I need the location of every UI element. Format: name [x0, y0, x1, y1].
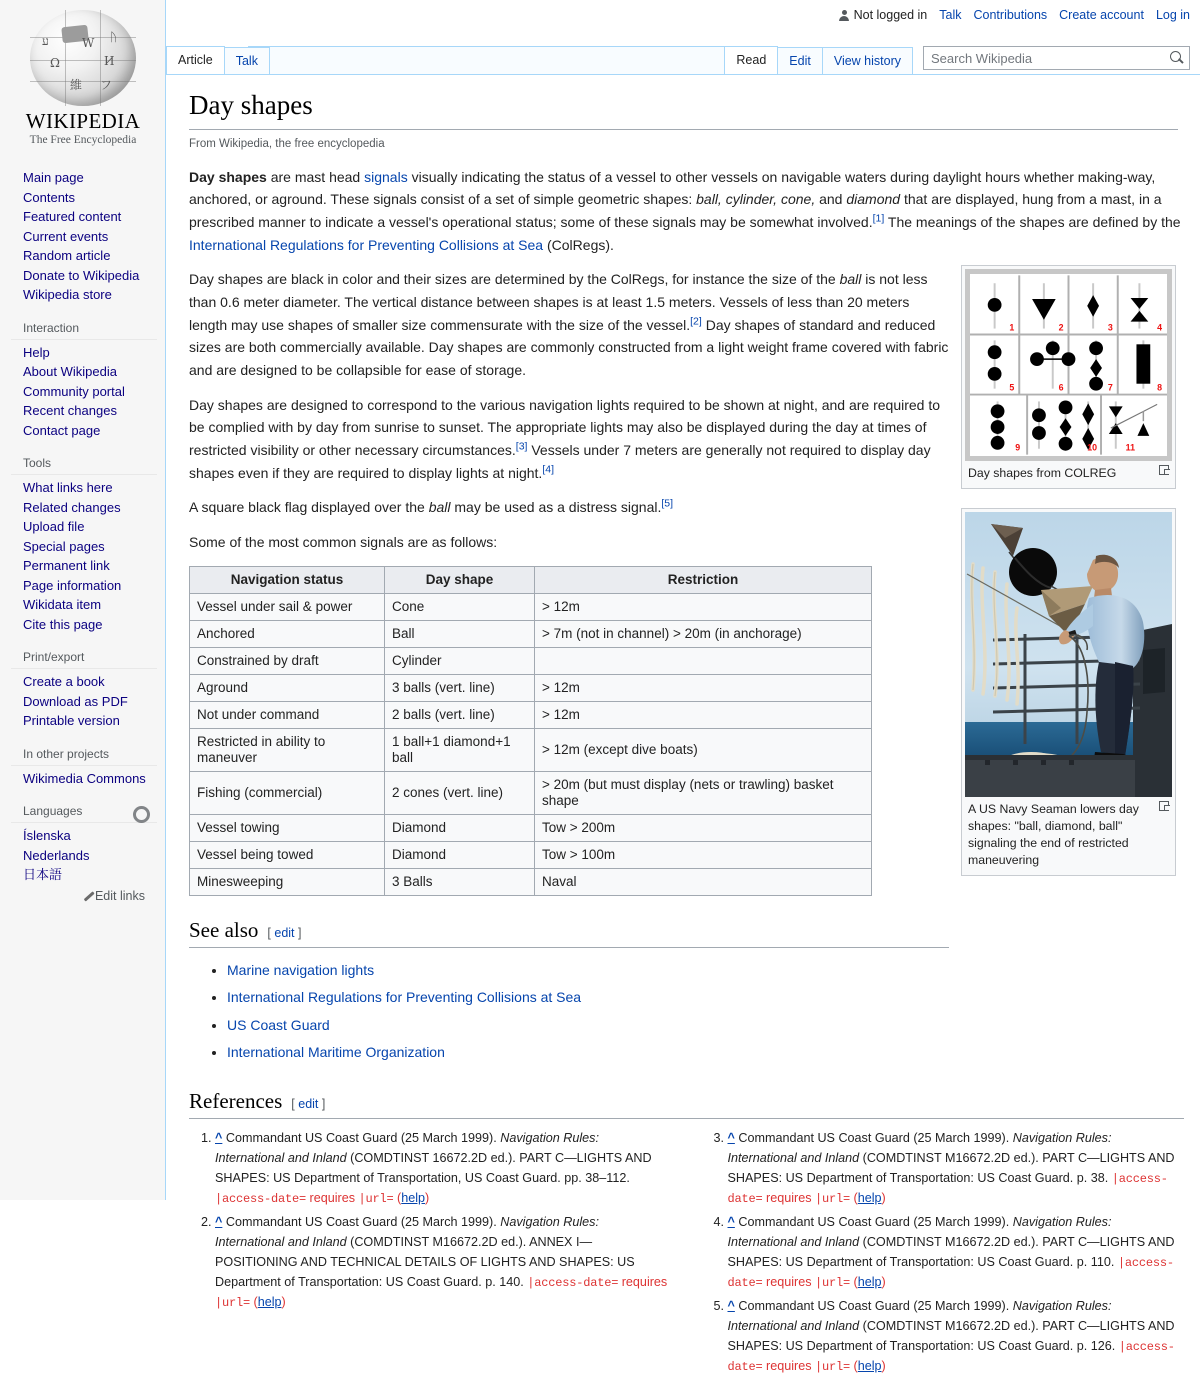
view-tabs: [724, 46, 913, 75]
see-also-label: See also: [189, 917, 259, 942]
sidebar-heading-languages: [11, 804, 157, 823]
edit-link-see-also[interactable]: edit: [274, 925, 295, 940]
tab-view-history[interactable]: View history: [823, 47, 913, 75]
ref-link-5[interactable]: [5]: [661, 497, 674, 510]
lead-term: Day shapes: [189, 168, 267, 185]
thumbnail-navy-photo: [961, 508, 1176, 876]
cell-status: Vessel being towed: [190, 841, 385, 868]
ref-help-link[interactable]: help: [257, 1294, 282, 1309]
sidebar-link-download-pdf[interactable]: Download as PDF: [23, 693, 128, 709]
ref-marker-1[interactable]: [873, 212, 885, 224]
cell-restriction: [535, 647, 872, 674]
cell-restriction: Tow > 200m: [535, 814, 872, 841]
sidebar-item-donate[interactable]: [23, 266, 157, 286]
sidebar-section-other-projects: [0, 747, 165, 789]
personal-link-create-account[interactable]: Create account: [1059, 8, 1144, 22]
sidebar-link-recent-changes[interactable]: Recent changes: [23, 403, 117, 419]
sidebar-link-main-page[interactable]: Main page: [23, 170, 84, 186]
ref-title: Navigation Rules: International and Inland: [727, 1298, 1112, 1333]
cell-restriction: > 20m (but must display (nets or trawling) basket shape: [535, 771, 872, 814]
ref-backlink[interactable]: ^: [727, 1298, 735, 1313]
ref-help-link[interactable]: help: [857, 1358, 882, 1373]
sidebar-item-help[interactable]: [23, 343, 157, 363]
sidebar-link-special-pages[interactable]: Special pages: [23, 538, 105, 554]
p1-text-3: and: [815, 191, 847, 208]
references-edit-section: [291, 1097, 325, 1111]
ref-author-date: Commandant US Coast Guard (25 March 1999).: [225, 1131, 501, 1146]
table-header-restriction: Restriction: [535, 566, 872, 593]
sidebar-link-upload-file[interactable]: Upload file: [23, 519, 85, 535]
ref-backlink[interactable]: ^: [727, 1131, 735, 1146]
tab-talk[interactable]: Talk: [225, 47, 270, 75]
navy-seaman-photo[interactable]: [965, 512, 1172, 797]
p1-text-4: that are displayed, hung from a mast, in a prescribed manner to indicate a vessel's operational status; some of these signals may be somewhat involved.: [189, 191, 1162, 231]
pencil-icon: [83, 891, 93, 901]
p4-text-2: may be used as a distress signal.: [450, 499, 662, 516]
p3-text-1: Day shapes are designed to correspond to the various navigation lights required to be shown at night, and are required to be complied with by day from sunrise to sunset. The appropriate lights may also be displayed during the day at times of restricted visibility or other necessary circumstances.: [189, 396, 941, 459]
search-icon[interactable]: [1165, 47, 1189, 69]
nav-list-interaction: [11, 343, 157, 441]
ref-help-close: ): [881, 1358, 886, 1373]
cell-shape: 1 ball+1 diamond+1 ball: [385, 728, 535, 771]
colreg-number-4: 4: [1157, 322, 1163, 333]
ref-details: (COMDTINST M16672.2D ed.). PART C—LIGHTS AND SHAPES: US Department of Transportation: US Coast Guard. p. 38.: [727, 1151, 1175, 1186]
ref-link-3[interactable]: [3]: [515, 440, 528, 453]
sidebar-item-lang-nederlands[interactable]: [23, 846, 157, 866]
bracket-open: [: [267, 925, 271, 940]
ref-error-text: requires: [762, 1191, 816, 1206]
reference-item: [728, 1213, 1185, 1293]
sidebar: [0, 0, 166, 1200]
ref-marker-2[interactable]: [690, 315, 702, 327]
tab-article[interactable]: Article: [166, 46, 225, 75]
ref-error-code-2: |url=: [215, 1295, 251, 1310]
ref-error-code-1: |access-date=: [727, 1339, 1175, 1374]
link-colregs[interactable]: International Regulations for Preventing Collisions at Sea: [189, 236, 544, 253]
sidebar-link-page-information[interactable]: Page information: [23, 577, 122, 593]
sidebar-section-navigation: [0, 168, 165, 305]
bracket-close: ]: [298, 925, 302, 940]
not-logged-in-status: [839, 8, 928, 22]
sidebar-link-cite-this-page[interactable]: Cite this page: [23, 616, 103, 632]
reference-item: [215, 1129, 672, 1209]
cell-shape: 2 balls (vert. line): [385, 701, 535, 728]
sidebar-section-tools: [0, 456, 165, 634]
ref-title: Navigation Rules: International and Inland: [215, 1131, 599, 1166]
cell-status: Vessel under sail & power: [190, 593, 385, 620]
edit-link-references[interactable]: edit: [298, 1097, 319, 1112]
list-item[interactable]: [227, 986, 1178, 1008]
p2-text-1: Day shapes are black in color and their sizes are determined by the ColRegs, for instance the size of the: [189, 271, 840, 288]
edit-links-label: Edit links: [94, 888, 145, 903]
page-title: Day shapes: [189, 89, 1178, 130]
sidebar-link-what-links-here[interactable]: What links here: [23, 480, 113, 496]
ref-author-date: Commandant US Coast Guard (25 March 1999).: [225, 1215, 501, 1230]
see-also-link-marine-navigation-lights[interactable]: Marine navigation lights: [227, 961, 375, 978]
edit-links-button[interactable]: [11, 889, 157, 903]
sidebar-item-what-links-here[interactable]: [23, 478, 157, 498]
sidebar-link-wikidata-item[interactable]: Wikidata item: [23, 597, 102, 613]
not-logged-in-label: Not logged in: [853, 8, 928, 22]
ref-author-date: Commandant US Coast Guard (25 March 1999).: [738, 1298, 1013, 1313]
enlarge-icon[interactable]: [1159, 801, 1170, 810]
ref-help-close: ): [281, 1294, 286, 1309]
cell-shape: 3 Balls: [385, 868, 535, 895]
sidebar-item-contact-page[interactable]: [23, 421, 157, 441]
cell-restriction: > 12m: [535, 593, 872, 620]
table-header-navigation-status: Navigation status: [190, 566, 385, 593]
nav-list-other-projects: [11, 769, 157, 789]
ref-help-link[interactable]: help: [401, 1191, 426, 1206]
ref-error-code-1: |access-date=: [727, 1172, 1168, 1207]
p1-emphasis-1: ball, cylinder, cone,: [696, 191, 816, 208]
cell-shape: Diamond: [385, 814, 535, 841]
colreg-day-shapes-diagram: [970, 274, 1167, 456]
ref-title: Navigation Rules: International and Inland: [727, 1131, 1112, 1166]
reference-item: [728, 1297, 1185, 1376]
reference-ordered-list: [189, 1129, 1184, 1376]
ref-details: (COMDTINST M16672.2D ed.). PART C—LIGHTS AND SHAPES: US Department of Transportation: US Coast Guard. p. 110.: [727, 1234, 1175, 1269]
navy-caption: A US Navy Seaman lowers day shapes: "ball, diamond, ball" signaling the end of restricted maneuvering: [968, 802, 1139, 867]
sidebar-item-lang-japanese[interactable]: [23, 865, 157, 885]
cell-status: Fishing (commercial): [190, 771, 385, 814]
namespace-tabs: [166, 46, 270, 75]
see-also-list: [189, 959, 1178, 1064]
table-row: [190, 620, 872, 647]
sidebar-link-create-a-book[interactable]: Create a book: [23, 674, 105, 690]
sidebar-link-featured-content[interactable]: Featured content: [23, 209, 122, 225]
sidebar-item-related-changes[interactable]: [23, 498, 157, 518]
table-row: [190, 841, 872, 868]
sidebar-link-help[interactable]: Help: [23, 344, 50, 360]
personal-link-log-in[interactable]: Log in: [1155, 8, 1190, 22]
ref-help-close: ): [881, 1191, 886, 1206]
sidebar-link-donate[interactable]: Donate to Wikipedia: [23, 267, 140, 283]
ref-help-open: (: [850, 1191, 858, 1206]
ref-author-date: Commandant US Coast Guard (25 March 1999).: [738, 1131, 1013, 1146]
ref-help-open: (: [850, 1358, 858, 1373]
nav-list-navigation: [11, 168, 157, 305]
ref-details: (COMDTINST 16672.2D ed.). PART C—LIGHTS AND SHAPES: US Department of Transportation, US Coast Guard. pp. 38–112.: [215, 1151, 652, 1186]
ref-help-close: ): [425, 1191, 430, 1206]
sidebar-link-lang-japanese[interactable]: 日本語: [23, 867, 63, 883]
list-item[interactable]: [227, 959, 1178, 981]
ref-help-link[interactable]: help: [857, 1191, 882, 1206]
sidebar-item-about[interactable]: [23, 362, 157, 382]
user-icon: [839, 10, 850, 21]
ref-details: (COMDTINST M16672.2D ed.). ANNEX I—POSITIONING AND TECHNICAL DETAILS OF LIGHTS AND SHAPES: US Department of Transportation: US Coast Guard. p. 140.: [215, 1234, 635, 1289]
navy-caption-wrap: [965, 797, 1172, 872]
sidebar-section-print-export: [0, 650, 165, 731]
bracket-open: [: [291, 1097, 295, 1112]
p2-text-2: is not less than 0.6 meter diameter. The vertical distance between shapes is at least 1.5 meters. Vessels of less than 20 meters length may use shapes of smaller size commensurate with the size of the vessel.: [189, 271, 928, 333]
personal-link-contributions[interactable]: Contributions: [973, 8, 1048, 22]
sidebar-item-wikidata-item[interactable]: [23, 595, 157, 615]
table-row: [190, 868, 872, 895]
p3-text-2: Vessels under 7 meters are generally not required to display day shapes even if they are required to display lights at night.: [189, 442, 931, 481]
wikipedia-globe-icon: Ω W И 維 フ ע ᚢ: [30, 10, 136, 106]
colreg-caption-wrap: [965, 461, 1172, 485]
cell-restriction: > 12m: [535, 674, 872, 701]
ref-error-text: requires: [762, 1274, 816, 1289]
p1-text-2: visually indicating the status of a vessel to other vessels on navigable waters during daylight hours whether making-way, anchored, or aground. These signals consist of a set of simple geometric shapes:: [189, 168, 1156, 208]
paragraph-5: Some of the most common signals are as follows:: [189, 534, 498, 551]
ref-error-text: requires: [618, 1274, 668, 1289]
sidebar-item-recent-changes[interactable]: [23, 401, 157, 421]
colreg-number-8: 8: [1157, 382, 1163, 393]
sidebar-link-permanent-link[interactable]: Permanent link: [23, 558, 110, 574]
reference-item: [728, 1129, 1185, 1209]
ref-help-open: (: [250, 1294, 258, 1309]
table-row: [190, 593, 872, 620]
references-label: References: [189, 1089, 283, 1114]
search-box[interactable]: [923, 46, 1190, 70]
cell-restriction: Naval: [535, 868, 872, 895]
cell-status: Constrained by draft: [190, 647, 385, 674]
ref-error-code-2: |url=: [815, 1359, 851, 1374]
colreg-number-1: 1: [1009, 322, 1015, 333]
table-row: [190, 701, 872, 728]
see-also-edit-section: [267, 926, 301, 940]
sidebar-item-store[interactable]: [23, 285, 157, 305]
sidebar-link-printable-version[interactable]: Printable version: [23, 713, 120, 729]
table-row: [190, 647, 872, 674]
nav-list-languages: [11, 826, 157, 885]
sidebar-link-related-changes[interactable]: Related changes: [23, 499, 121, 515]
enlarge-icon[interactable]: [1159, 465, 1170, 474]
list-item[interactable]: [227, 1014, 1178, 1036]
cell-shape: Diamond: [385, 841, 535, 868]
table-row: [190, 771, 872, 814]
see-also-link-imo[interactable]: International Maritime Organization: [227, 1044, 445, 1060]
day-shape-ball: [1009, 548, 1057, 596]
ref-error-code-1: |access-date=: [215, 1192, 307, 1207]
tab-edit[interactable]: Edit: [778, 47, 823, 75]
paragraph-1: [189, 166, 1184, 257]
cell-shape: 3 balls (vert. line): [385, 674, 535, 701]
cell-status: Aground: [190, 674, 385, 701]
sidebar-item-create-a-book[interactable]: [23, 672, 157, 692]
sidebar-item-current-events[interactable]: [23, 227, 157, 247]
p2-text-3: Day shapes of standard and reduced sizes are both commercially available. Day shapes are commonly constructed from a light weight frame covered with fabric and are designed to be collapsible for ease of storage.: [189, 316, 949, 379]
colreg-number-5: 5: [1009, 382, 1015, 393]
sidebar-item-random-article[interactable]: [23, 246, 157, 266]
cell-shape: Ball: [385, 620, 535, 647]
p4-text-1: A square black flag displayed over the: [189, 499, 429, 516]
heading-see-also: [189, 918, 949, 948]
p1-text-1: are mast head: [266, 168, 365, 185]
p4-emphasis-1: ball: [428, 499, 451, 516]
thumbnail-colreg-diagram: [961, 265, 1176, 489]
link-signals[interactable]: signals: [364, 168, 408, 185]
colreg-number-6: 6: [1058, 382, 1064, 393]
table-row: [190, 728, 872, 771]
see-also-link-colregs[interactable]: International Regulations for Preventing Collisions at Sea: [227, 989, 582, 1006]
cell-restriction: Tow > 100m: [535, 841, 872, 868]
sidebar-item-permanent-link[interactable]: [23, 556, 157, 576]
ref-marker-5[interactable]: [661, 498, 673, 510]
sidebar-heading-other-projects: In other projects: [11, 747, 157, 766]
sidebar-link-lang-islenska[interactable]: Íslenska: [23, 828, 71, 844]
ref-link-4[interactable]: [4]: [542, 463, 555, 476]
sidebar-link-lang-nederlands[interactable]: Nederlands: [23, 847, 90, 863]
colreg-number-10: 10: [1087, 442, 1098, 453]
ref-link-2[interactable]: [2]: [690, 315, 702, 328]
ref-author-date: Commandant US Coast Guard (25 March 1999).: [738, 1215, 1013, 1230]
cell-restriction: > 12m: [535, 701, 872, 728]
sidebar-link-about[interactable]: About Wikipedia: [23, 364, 117, 380]
cell-shape: Cylinder: [385, 647, 535, 674]
tab-read[interactable]: Read: [724, 46, 778, 75]
ref-help-close: ): [881, 1274, 886, 1289]
colreg-number-9: 9: [1015, 442, 1021, 453]
table-header-day-shape: Day shape: [385, 566, 535, 593]
sidebar-heading-interaction: Interaction: [11, 321, 157, 340]
sidebar-item-cite-this-page[interactable]: [23, 615, 157, 635]
ref-backlink[interactable]: ^: [727, 1215, 735, 1230]
colreg-number-3: 3: [1107, 322, 1113, 333]
sidebar-item-upload-file[interactable]: [23, 517, 157, 537]
sidebar-item-contents[interactable]: [23, 188, 157, 208]
reference-list: [189, 1129, 1184, 1376]
day-shapes-table: [189, 566, 872, 896]
sidebar-link-contact-page[interactable]: Contact page: [23, 422, 101, 438]
ref-error-code-2: |url=: [358, 1192, 394, 1207]
ref-help-open: (: [850, 1274, 858, 1289]
ref-error-code-2: |url=: [815, 1192, 851, 1207]
sidebar-item-lang-islenska[interactable]: [23, 826, 157, 846]
ref-error-code-1: |access-date=: [727, 1255, 1174, 1290]
nav-list-print-export: [11, 672, 157, 731]
ref-error-code-1: |access-date=: [527, 1275, 619, 1290]
cell-status: Anchored: [190, 620, 385, 647]
reference-item: [215, 1213, 672, 1313]
sidebar-item-download-pdf[interactable]: [23, 692, 157, 712]
ref-link-1[interactable]: [1]: [872, 212, 885, 225]
personal-tools-bar: [839, 8, 1190, 22]
tab-filler: [248, 46, 728, 74]
paragraph-2: [189, 268, 949, 381]
paragraph-4: [189, 496, 949, 519]
ref-title: Navigation Rules: International and Inland: [727, 1215, 1112, 1249]
search-input[interactable]: [924, 47, 1165, 69]
cell-status: Vessel towing: [190, 814, 385, 841]
colreg-number-7: 7: [1107, 382, 1113, 393]
p1-text-5: The meanings of the shapes are defined by the: [884, 214, 1181, 231]
colreg-image-frame[interactable]: [965, 269, 1172, 461]
ref-backlink[interactable]: ^: [215, 1131, 223, 1146]
p1-emphasis-2: diamond: [846, 191, 901, 208]
cell-status: Restricted in ability to maneuver: [190, 728, 385, 771]
ref-title: Navigation Rules: International and Inland: [215, 1215, 599, 1249]
paragraph-3: [189, 394, 949, 485]
cell-status: Minesweeping: [190, 868, 385, 895]
ref-details: (COMDTINST M16672.2D ed.). PART C—LIGHTS AND SHAPES: US Department of Transportation: US Coast Guard. p. 126.: [727, 1318, 1175, 1353]
see-also-link-us-coast-guard[interactable]: US Coast Guard: [227, 1016, 330, 1033]
ref-error-text: requires: [762, 1358, 816, 1373]
sidebar-item-page-information[interactable]: [23, 576, 157, 596]
colreg-caption: Day shapes from COLREG: [968, 466, 1117, 480]
wikipedia-logo[interactable]: [0, 0, 166, 146]
sidebar-item-main-page[interactable]: [23, 168, 157, 188]
gear-icon[interactable]: [132, 805, 145, 818]
colreg-number-2: 2: [1058, 322, 1064, 333]
personal-link-talk[interactable]: Talk: [939, 8, 962, 22]
ref-help-link[interactable]: help: [857, 1274, 882, 1289]
sidebar-section-languages: [0, 804, 165, 903]
sidebar-link-wikimedia-commons[interactable]: Wikimedia Commons: [23, 770, 146, 786]
ref-error-code-2: |url=: [815, 1275, 851, 1290]
sidebar-item-featured-content[interactable]: [23, 207, 157, 227]
cell-shape: 2 cones (vert. line): [385, 771, 535, 814]
sidebar-item-wikimedia-commons[interactable]: [23, 769, 157, 789]
site-subtitle: From Wikipedia, the free encyclopedia: [189, 137, 385, 150]
sidebar-heading-tools: Tools: [11, 456, 157, 475]
ref-backlink[interactable]: ^: [215, 1215, 223, 1230]
sidebar-heading-print-export: Print/export: [11, 650, 157, 669]
table-header-row: [190, 566, 872, 593]
wikipedia-tagline: The Free Encyclopedia: [29, 134, 137, 147]
cell-restriction: > 7m (not in channel) > 20m (in anchorage): [535, 620, 872, 647]
colreg-number-11: 11: [1125, 442, 1136, 453]
ref-help-open: (: [393, 1191, 402, 1206]
sidebar-link-community-portal[interactable]: Community portal: [23, 383, 125, 399]
table-row: [190, 674, 872, 701]
sidebar-link-contents[interactable]: Contents: [23, 189, 76, 205]
sidebar-section-interaction: [0, 321, 165, 441]
heading-references: [189, 1089, 1184, 1119]
ref-marker-3[interactable]: [516, 440, 528, 452]
sidebar-link-random-article[interactable]: Random article: [23, 248, 111, 264]
p1-text-6: (ColRegs).: [543, 236, 614, 253]
cell-shape: Cone: [385, 593, 535, 620]
sidebar-item-community-portal[interactable]: [23, 382, 157, 402]
nav-list-tools: [11, 478, 157, 634]
bracket-close: ]: [321, 1097, 326, 1112]
sidebar-item-printable-version[interactable]: [23, 711, 157, 731]
sidebar-item-special-pages[interactable]: [23, 537, 157, 557]
sidebar-link-store[interactable]: Wikipedia store: [23, 287, 112, 303]
cell-restriction: > 12m (except dive boats): [535, 728, 872, 771]
languages-label: Languages: [23, 804, 83, 819]
ref-marker-4[interactable]: [542, 463, 554, 475]
ref-error-text: requires: [306, 1191, 359, 1206]
sidebar-link-current-events[interactable]: Current events: [23, 228, 109, 244]
cell-status: Not under command: [190, 701, 385, 728]
list-item[interactable]: [227, 1041, 1178, 1063]
table-row: [190, 814, 872, 841]
p2-emphasis-1: ball: [839, 271, 862, 288]
wikipedia-wordmark: WIKIPEDIA: [25, 109, 141, 133]
